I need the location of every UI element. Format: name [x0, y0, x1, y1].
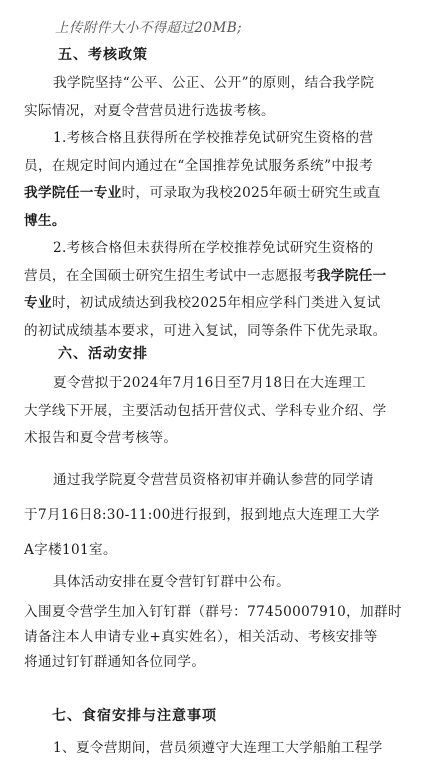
- upload-size-note: 上传附件大小不得超过20MB;: [55, 20, 242, 36]
- sec7-para1-line1: 1、夏令营期间，营员须遵守大连理工大学船舶工程学: [53, 740, 383, 756]
- bold-phrase: 博生。: [24, 213, 66, 229]
- sec6-para2-line2: 于7月16日8:30-11:00进行报到，报到地点大连理工大学: [24, 507, 380, 523]
- sec6-para1-line1: 夏令营拟于2024年7月16日至7月18日在大连理工: [53, 375, 367, 391]
- text-run: 时，可录取为我校2025年硕士研究生或直: [121, 185, 381, 201]
- sec5-para3-line3: [24, 293, 381, 313]
- sec6-para3-line1: 具体活动安排在夏令营钉钉群中公布。: [53, 574, 291, 590]
- bold-phrase: 我学院任一: [316, 268, 387, 284]
- sec6-para1-line2: 大学线下开展，主要活动包括开营仪式、学科专业介绍、学: [24, 403, 387, 419]
- text-run: 营员，在全国硕士研究生招生考试中一志愿报考: [24, 268, 317, 284]
- sec6-para4-line3: 将通过钉钉群通知各位同学。: [24, 654, 206, 670]
- sec5-para2-line4: [24, 211, 66, 231]
- section-5-heading: 五、考核政策: [58, 47, 148, 63]
- sec6-para4-line1: 入围夏令营学生加入钉钉群（群号：77450007910，加群时: [24, 604, 402, 620]
- sec5-para1-line2: 实际情况，对夏令营营员进行选拔考核。: [24, 103, 275, 119]
- text-run: 时，初试成绩达到我校2025年相应学科门类进入复试: [51, 295, 381, 311]
- sec6-para1-line3: 术报告和夏令营考核等。: [24, 430, 178, 446]
- sec5-para3-line4: 的初试成绩基本要求，可进入复试，同等条件下优先录取。: [24, 323, 387, 339]
- section-7-heading: 七、食宿安排与注意事项: [52, 708, 217, 724]
- bold-phrase: 我学院任一专业: [24, 185, 122, 201]
- sec6-para2-line1: 通过我学院夏令营营员资格初审并确认参营的同学请: [53, 472, 374, 488]
- sec5-para2-line1: 1.考核合格且获得所在学校推荐免试研究生资格的营: [53, 130, 374, 146]
- sec5-para3-line2: [24, 266, 387, 286]
- bold-phrase: 专业: [24, 295, 52, 311]
- section-6-heading: 六、活动安排: [58, 346, 148, 362]
- sec5-para2-line3: [24, 183, 381, 203]
- sec5-para3-line1: 2.考核合格但未获得所在学校推荐免试研究生资格的: [53, 240, 374, 256]
- sec5-para2-line2: 员，在规定时间内通过在“全国推荐免试服务系统”中报考: [24, 158, 374, 174]
- sec6-para2-line3: A字楼101室。: [24, 542, 117, 558]
- sec5-para1-line1: 我学院坚持“公平、公正、公开”的原则，结合我学院: [53, 75, 375, 91]
- sec6-para4-line2: 请备注本人申请专业+真实姓名），相关活动、考核安排等: [24, 629, 378, 645]
